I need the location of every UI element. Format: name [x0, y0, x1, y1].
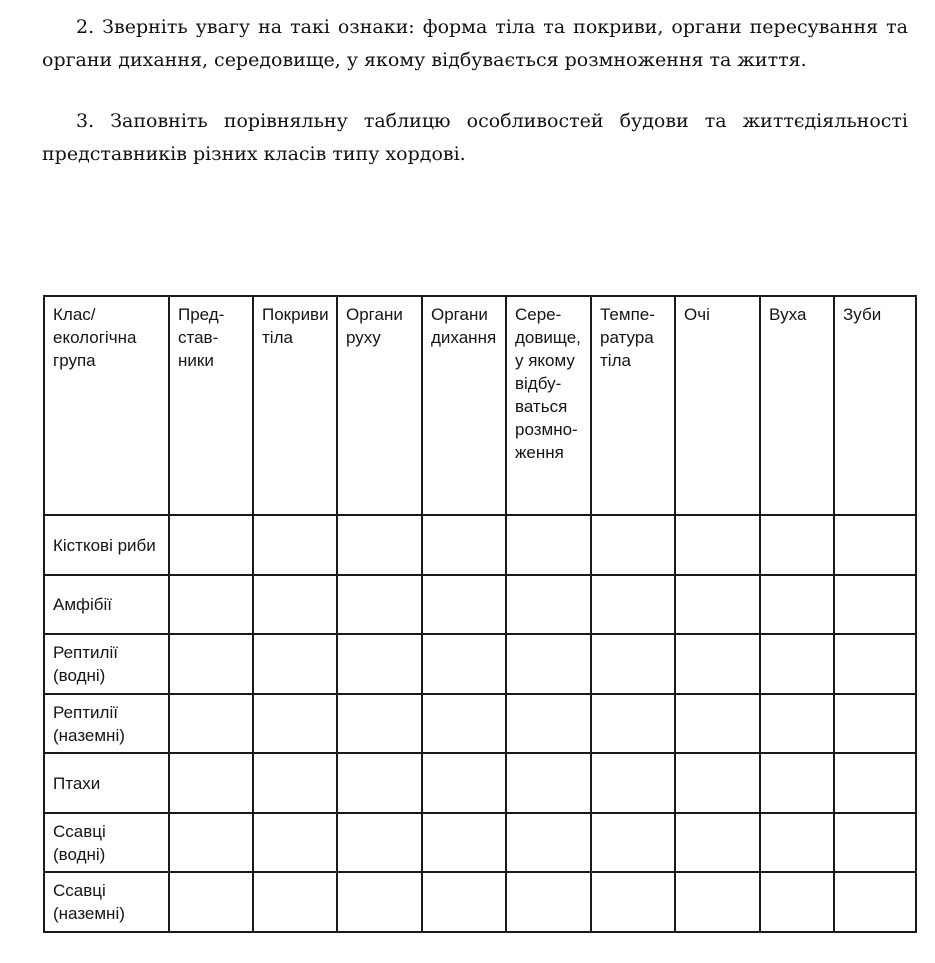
- table-row: [44, 872, 916, 932]
- empty-cell: [506, 515, 591, 575]
- empty-cell: [506, 753, 591, 813]
- empty-cell: [506, 634, 591, 694]
- header-cell-teeth: Зуби: [834, 296, 916, 515]
- empty-cell: [253, 813, 337, 873]
- empty-cell: [834, 813, 916, 873]
- empty-cell: [337, 575, 422, 635]
- empty-cell: [253, 634, 337, 694]
- empty-cell: [675, 872, 760, 932]
- table-row: [44, 694, 916, 754]
- table-row: [44, 515, 916, 575]
- empty-cell: [834, 575, 916, 635]
- empty-cell: [422, 575, 506, 635]
- empty-cell: [506, 872, 591, 932]
- header-row: [44, 296, 916, 515]
- row-label: Птахи: [44, 753, 169, 813]
- empty-cell: [591, 813, 675, 873]
- empty-cell: [337, 634, 422, 694]
- empty-cell: [253, 872, 337, 932]
- empty-cell: [675, 753, 760, 813]
- header-cell-locomotion: Органи руху: [337, 296, 422, 515]
- header-cell-ears: Вуха: [760, 296, 834, 515]
- empty-cell: [422, 634, 506, 694]
- header-cell-body-cover: Покриви тіла: [253, 296, 337, 515]
- table-row: [44, 634, 916, 694]
- empty-cell: [591, 575, 675, 635]
- empty-cell: [253, 753, 337, 813]
- empty-cell: [834, 694, 916, 754]
- empty-cell: [760, 872, 834, 932]
- empty-cell: [169, 694, 253, 754]
- instruction-3: [42, 105, 908, 171]
- empty-cell: [337, 813, 422, 873]
- empty-cell: [760, 515, 834, 575]
- empty-cell: [422, 753, 506, 813]
- empty-cell: [675, 813, 760, 873]
- empty-cell: [834, 515, 916, 575]
- empty-cell: [591, 634, 675, 694]
- header-cell-respiration: Органи дихання: [422, 296, 506, 515]
- instruction-3-text: Заповніть порівняльну таблицю особливостей будови та життєдіяльності представників різних класів типу хордові.: [42, 110, 908, 165]
- empty-cell: [337, 872, 422, 932]
- empty-cell: [506, 575, 591, 635]
- empty-cell: [760, 575, 834, 635]
- instruction-2-text: Зверніть увагу на такі ознаки: форма тіла та покриви, органи пересування та органи дихання, середовище, у якому відбувається розмноження та життя.: [42, 16, 908, 71]
- empty-cell: [675, 515, 760, 575]
- empty-cell: [422, 694, 506, 754]
- row-label: Амфібії: [44, 575, 169, 635]
- empty-cell: [760, 813, 834, 873]
- empty-cell: [834, 753, 916, 813]
- empty-cell: [169, 634, 253, 694]
- header-cell-eyes: Очі: [675, 296, 760, 515]
- empty-cell: [760, 753, 834, 813]
- empty-cell: [169, 872, 253, 932]
- empty-cell: [169, 515, 253, 575]
- row-label: Ссавці (водні): [44, 813, 169, 873]
- empty-cell: [253, 575, 337, 635]
- empty-cell: [675, 694, 760, 754]
- empty-cell: [337, 694, 422, 754]
- empty-cell: [169, 575, 253, 635]
- header-cell-reproduction-environment: Середовище, у якому відбуваться розмноження: [506, 296, 591, 515]
- empty-cell: [760, 634, 834, 694]
- empty-cell: [169, 813, 253, 873]
- row-label: Рептилії (наземні): [44, 694, 169, 754]
- empty-cell: [169, 753, 253, 813]
- header-cell-body-temperature: Температура тіла: [591, 296, 675, 515]
- empty-cell: [591, 872, 675, 932]
- instruction-2-number: 2.: [76, 16, 95, 38]
- table-row: [44, 575, 916, 635]
- empty-cell: [675, 634, 760, 694]
- row-label: Ссавці (наземні): [44, 872, 169, 932]
- empty-cell: [834, 872, 916, 932]
- table-row: [44, 813, 916, 873]
- empty-cell: [337, 753, 422, 813]
- header-cell-class: Клас/ екологічна група: [44, 296, 169, 515]
- empty-cell: [760, 694, 834, 754]
- empty-cell: [422, 813, 506, 873]
- empty-cell: [422, 515, 506, 575]
- empty-cell: [506, 813, 591, 873]
- empty-cell: [506, 694, 591, 754]
- table-row: [44, 753, 916, 813]
- row-label: Рептилії (водні): [44, 634, 169, 694]
- empty-cell: [591, 753, 675, 813]
- empty-cell: [422, 872, 506, 932]
- empty-cell: [591, 694, 675, 754]
- empty-cell: [675, 575, 760, 635]
- empty-cell: [834, 634, 916, 694]
- instruction-3-number: 3.: [76, 110, 95, 132]
- header-cell-representatives: Представники: [169, 296, 253, 515]
- instruction-2: [42, 11, 908, 77]
- row-label: Кісткові риби: [44, 515, 169, 575]
- empty-cell: [337, 515, 422, 575]
- empty-cell: [253, 694, 337, 754]
- empty-cell: [253, 515, 337, 575]
- comparison-table: [43, 295, 917, 933]
- empty-cell: [591, 515, 675, 575]
